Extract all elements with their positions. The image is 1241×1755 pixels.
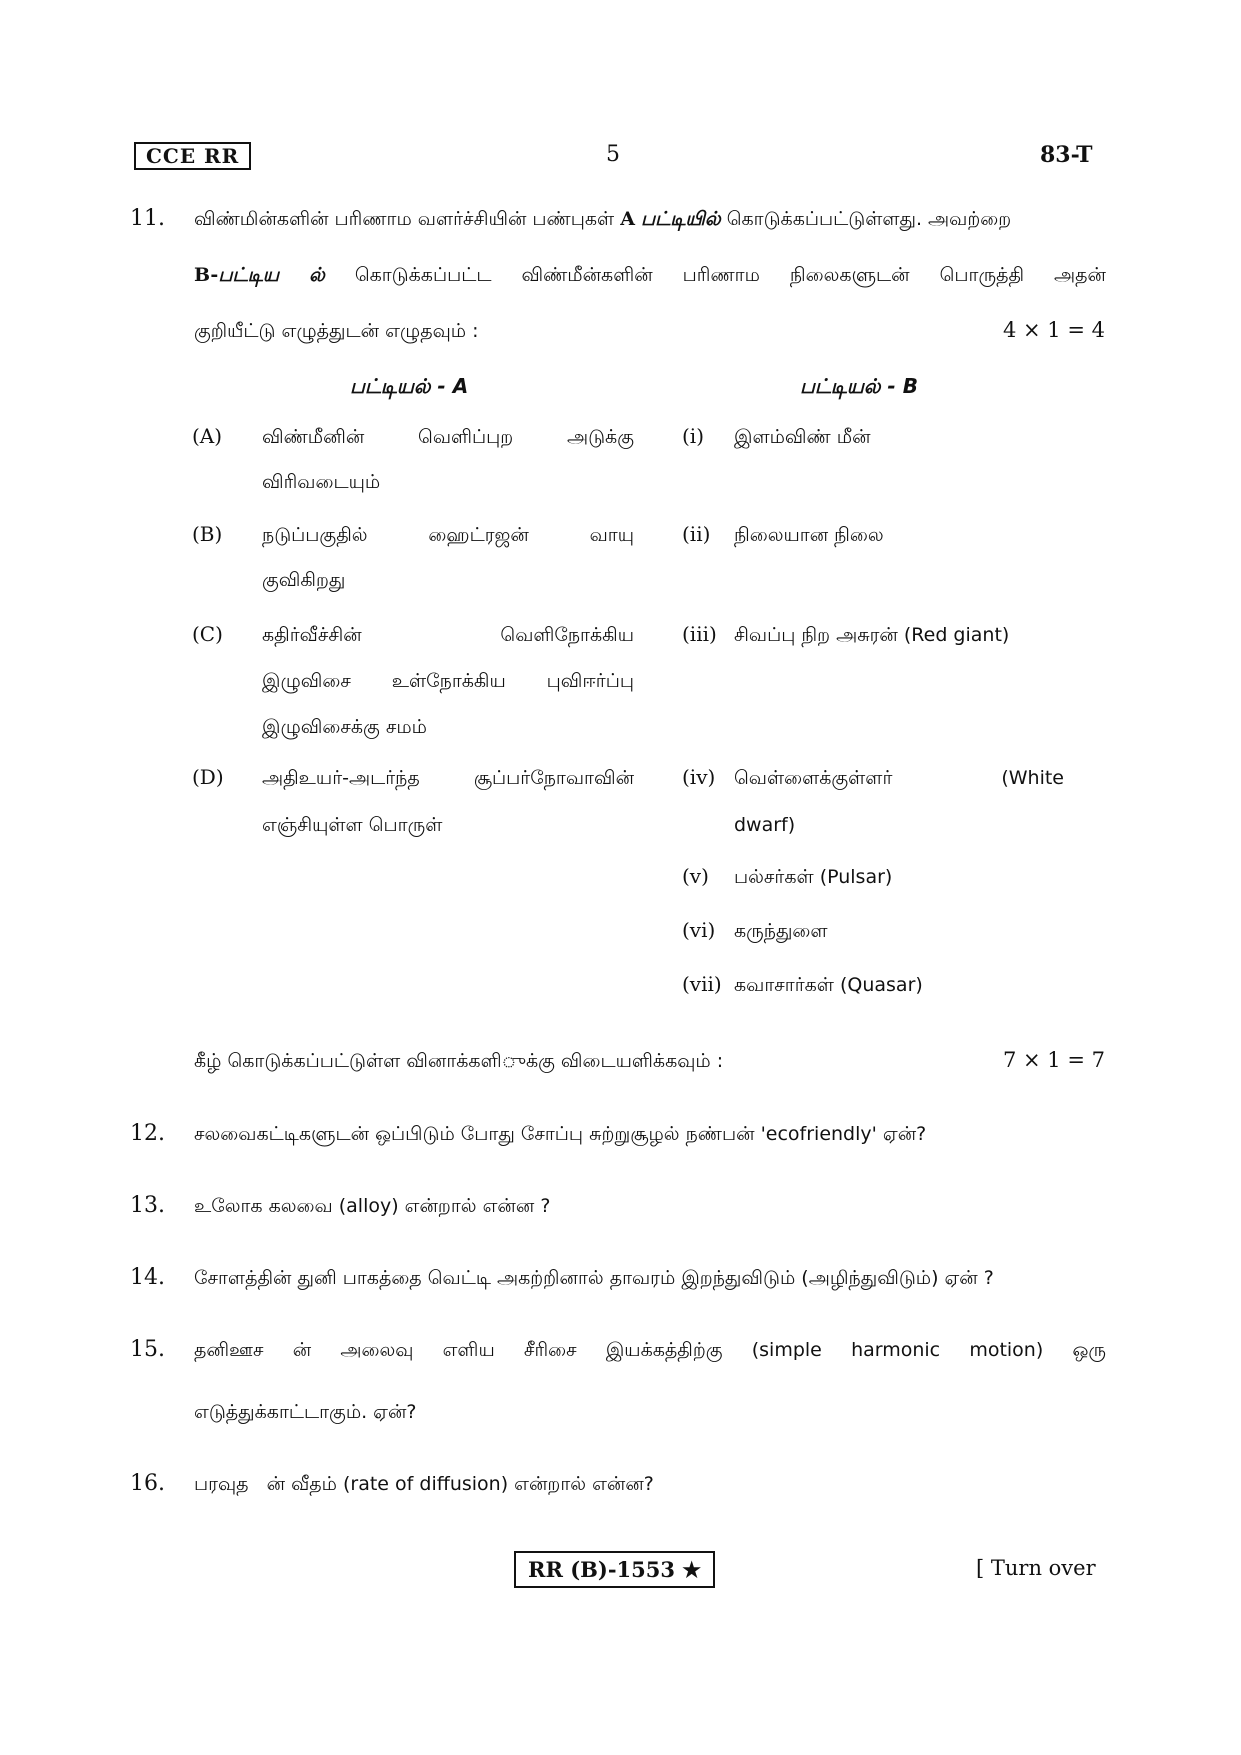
list-a-label: (A) (192, 424, 223, 448)
footer-code-box: RR (B)-1553 ★ (514, 1551, 715, 1588)
instruction-text: கீழ் கொடுக்கப்பட்டுள்ள வினாக்களி◌ுக்கு விடையளிக்கவும் : (194, 1050, 724, 1072)
q11-line-2: B-பட்டிய ல் கொடுக்கப்பட்ட விண்மீன்களின் பரிணாம நிலைகளுடன் பொருத்தி அதன் (194, 264, 1106, 286)
question-text: தனிஊச ன் அலைவு எளிய சீரிசை இயக்கத்திற்கு (simple harmonic motion) ஒரு (194, 1339, 1106, 1361)
list-b-label: (i) (682, 424, 705, 448)
list-b-item: பல்சர்கள் (Pulsar) (734, 866, 893, 888)
list-b-label: (iii) (682, 622, 717, 646)
instruction-marks: 7 × 1 = 7 (1003, 1048, 1105, 1072)
list-a-label: (C) (192, 622, 223, 646)
q11-marks: 4 × 1 = 4 (1003, 318, 1105, 342)
paper-code: 83-T (1040, 142, 1093, 168)
list-b-item: வெள்ளைக்குள்ளர் (White (734, 767, 1064, 789)
list-b-label: (vii) (682, 972, 722, 996)
turn-over-note: [ Turn over (976, 1556, 1096, 1580)
question-text-cont: எடுத்துக்காட்டாகும். ஏன்? (194, 1401, 417, 1423)
question-number: 14. (130, 1265, 165, 1290)
list-b-label: (vi) (682, 918, 716, 942)
q11-line-3: குறியீட்டு எழுத்துடன் எழுதவும் : (194, 320, 479, 342)
list-b-label: (v) (682, 864, 709, 888)
question-number: 15. (130, 1337, 165, 1362)
list-a-item-cont: குவிகிறது (262, 569, 346, 591)
list-a-item-cont: விரிவடையும் (262, 471, 381, 493)
column-b-heading: பட்டியல் - B (800, 374, 918, 398)
question-text: உலோக கலவை (alloy) என்றால் என்ன ? (194, 1195, 551, 1217)
column-a-heading: பட்டியல் - A (350, 374, 469, 398)
list-b-item: நிலையான நிலை (734, 524, 884, 546)
list-b-item-cont: dwarf) (734, 814, 796, 836)
list-a-item: கதிர்வீச்சின் வெளிநோக்கிய (262, 624, 634, 646)
list-b-item: இளம்விண் மீன் (734, 426, 871, 448)
list-b-item: சிவப்பு நிற அசுரன் (Red giant) (734, 624, 1010, 646)
question-number: 11. (130, 206, 165, 231)
exam-code-box: CCE RR (134, 142, 251, 170)
list-b-item: கவாசார்கள் (Quasar) (734, 974, 923, 996)
list-b-item: கருந்துளை (734, 920, 828, 942)
list-a-item-cont: இழுவிசை உள்நோக்கிய புவிஈர்ப்பு (262, 670, 634, 692)
list-a-item-cont: எஞ்சியுள்ள பொருள் (262, 814, 443, 836)
list-a-label: (B) (192, 522, 223, 546)
question-number: 12. (130, 1121, 165, 1146)
question-text: சலவைகட்டிகளுடன் ஒப்பிடும் போது சோப்பு சுற்றுசூழல் நண்பன் 'ecofriendly' ஏன்? (194, 1123, 927, 1145)
list-b-label: (ii) (682, 522, 711, 546)
question-text: பரவுத ன் வீதம் (rate of diffusion) என்றால் என்ன? (194, 1473, 654, 1495)
list-b-label: (iv) (682, 765, 716, 789)
list-a-item: விண்மீனின் வெளிப்புற அடுக்கு (262, 426, 634, 448)
list-a-item: அதிஉயர்-அடர்ந்த சூப்பர்நோவாவின் (262, 767, 634, 789)
question-number: 16. (130, 1471, 165, 1496)
question-number: 13. (130, 1193, 165, 1218)
page-number: 5 (606, 142, 620, 167)
list-a-label: (D) (192, 765, 224, 789)
list-a-item: நடுப்பகுதில் ஹைட்ரஜன் வாயு (262, 524, 634, 546)
question-text: சோளத்தின் துனி பாகத்தை வெட்டி அகற்றினால் தாவரம் இறந்துவிடும் (அழிந்துவிடும்) ஏன் ? (194, 1267, 994, 1289)
list-a-item-cont: இழுவிசைக்கு சமம் (262, 716, 427, 738)
q11-line-1: விண்மின்களின் பரிணாம வளர்ச்சியின் பண்புகள் A பட்டியில் கொடுக்கப்பட்டுள்ளது. அவற்றை (194, 208, 1012, 230)
